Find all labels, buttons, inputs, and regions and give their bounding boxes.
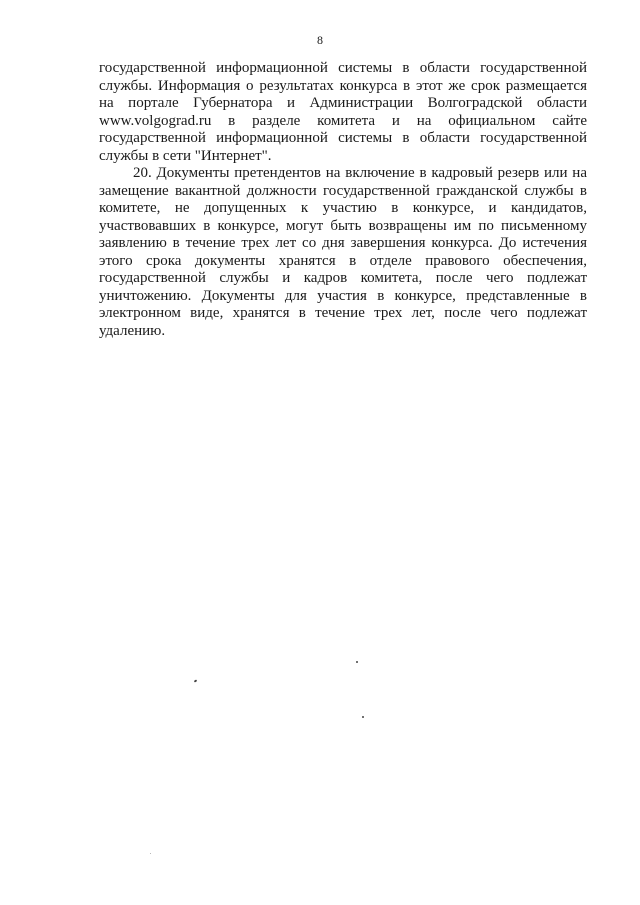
text-line: этого срока документы хранятся в отделе правового обеспечения,	[99, 252, 587, 269]
text-line: государственной информационной системы в области государственной	[99, 130, 587, 146]
text-line: уничтожению. Документы для участия в конкурсе, представленные в	[99, 287, 587, 304]
scan-speck	[356, 661, 358, 663]
document-body	[99, 60, 587, 340]
text-line: участвовавших в конкурсе, могут быть возвращены им по письменному	[99, 217, 587, 234]
paragraph	[99, 165, 587, 340]
text-line: заявлению в течение трех лет со дня завершения конкурса. До истечения	[99, 235, 587, 251]
text-line: государственной информационной системы в области государственной	[99, 60, 587, 76]
text-line: службы в сети "Интернет".	[99, 147, 272, 164]
page-number: 8	[317, 33, 323, 47]
text-line: электронном виде, хранятся в течение трех лет, после чего подлежат	[99, 305, 587, 321]
scan-speck	[362, 716, 364, 718]
scan-speck	[150, 853, 151, 854]
text-line: службы. Информация о результатах конкурса в этот же срок размещается	[99, 77, 587, 94]
text-line: замещение вакантной должности государственной гражданской службы в	[99, 182, 587, 199]
text-line: государственной службы и кадров комитета, после чего подлежат	[99, 270, 587, 286]
text-line: www.volgograd.ru в разделе комитета и на официальном сайте	[99, 112, 587, 129]
text-line: на портале Губернатора и Администрации Волгоградской области	[99, 95, 587, 111]
paragraph	[99, 60, 587, 165]
text-line: 20. Документы претендентов на включение в кадровый резерв или на	[133, 165, 587, 181]
scan-speck	[194, 679, 198, 682]
text-line: комитете, не допущенных к участию в конкурсе, и кандидатов,	[99, 200, 587, 216]
text-line: удалению.	[99, 322, 166, 339]
